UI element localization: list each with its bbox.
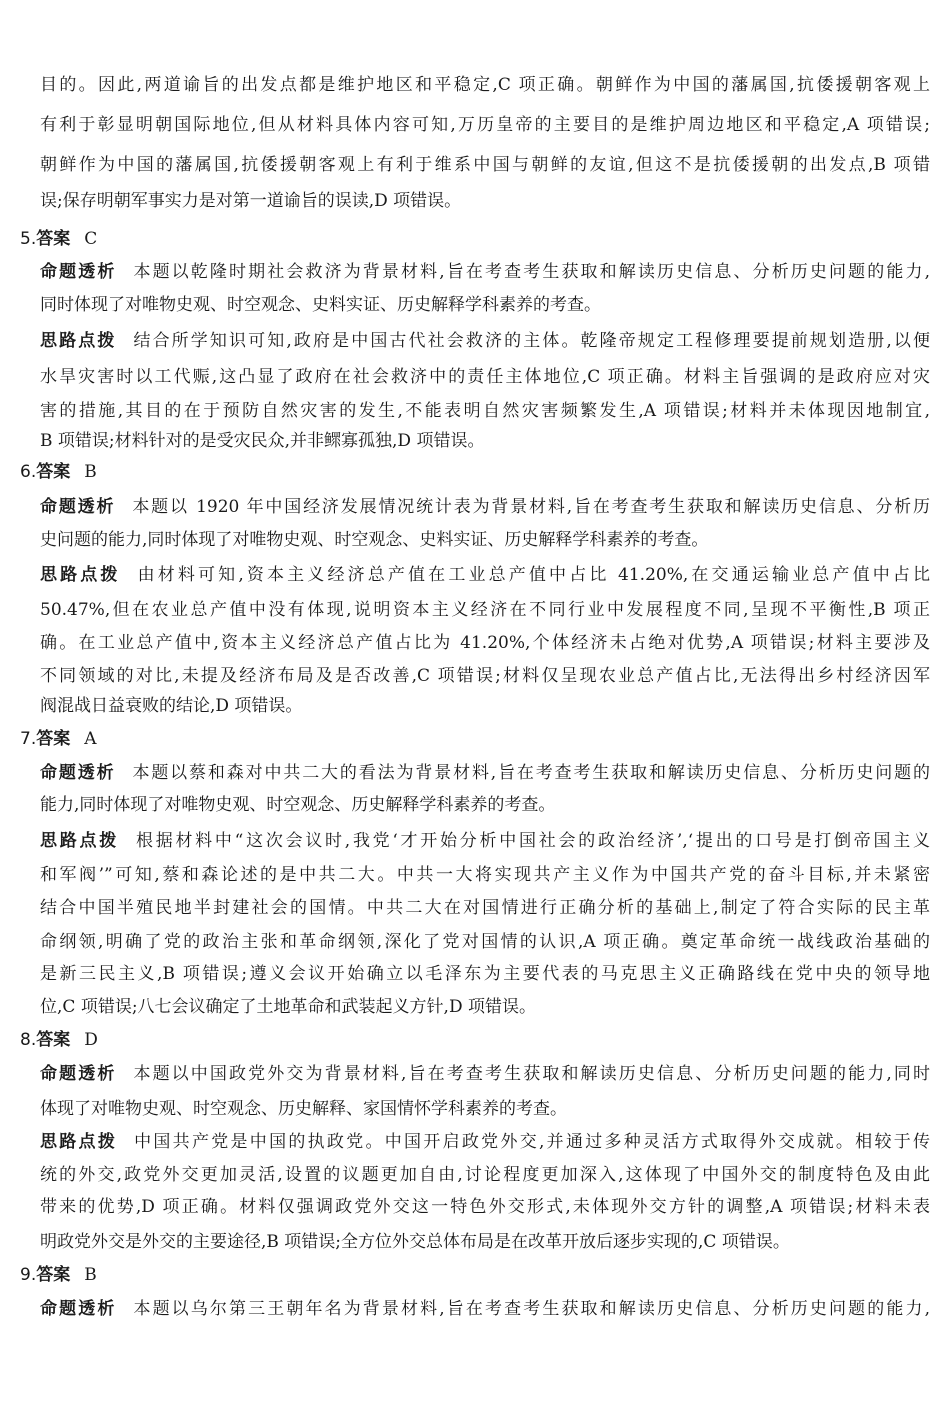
insight-line [40, 256, 930, 288]
question-5-header [20, 223, 97, 255]
question-7-header [20, 723, 97, 755]
approach-line: 阀混战日益衰败的结论,D 项错误。 [40, 696, 303, 716]
insight-label: 命题透析 [40, 763, 116, 783]
insight-line: 同时体现了对唯物史观、时空观念、史料实证、历史解释学科素养的考查。 [40, 295, 601, 315]
approach-line [40, 825, 930, 857]
approach-line: 50.47%,但在农业总产值中没有体现,说明资本主义经济在不同行业中发展程度不同,呈现不平衡性,B 项正 [40, 600, 930, 620]
answer-label: 答案 [36, 729, 71, 749]
insight-line: 体现了对唯物史观、时空观念、历史解释、家国情怀学科素养的考查。 [40, 1099, 567, 1119]
approach-line: 带来的优势,D 项正确。材料仅强调政党外交这一特色外交形式,未体现外交方针的调整,A 项错误;材料未表 [40, 1197, 930, 1217]
intro-line: 误;保存明朝军事实力是对第一道谕旨的误读,D 项错误。 [40, 191, 462, 211]
approach-text: 根据材料中“这次会议时,我党‘才开始分析中国社会的政治经济’,‘提出的口号是打倒帝国主义 [135, 831, 930, 851]
insight-line [40, 1058, 930, 1090]
insight-line: 能力,同时体现了对唯物史观、时空观念、历史解释学科素养的考查。 [40, 795, 556, 815]
insight-line [40, 757, 930, 789]
insight-line [40, 1293, 930, 1325]
insight-text: 本题以中国政党外交为背景材料,旨在考查考生获取和解读历史信息、分析历史问题的能力,同时 [133, 1064, 930, 1084]
approach-label: 思路点拨 [40, 831, 119, 851]
question-9-header [20, 1259, 97, 1291]
question-number: 6. [20, 462, 37, 482]
approach-label: 思路点拨 [40, 331, 117, 351]
question-number: 7. [20, 729, 37, 749]
insight-label: 命题透析 [40, 497, 116, 517]
approach-line: 和军阀’”可知,蔡和森论述的是中共二大。中共一大将实现共产主义作为中国共产党的奋斗目标,并未紧密 [40, 865, 930, 885]
approach-line: 明政党外交是外交的主要途径,B 项错误;全方位外交总体布局是在改革开放后逐步实现的,C 项错误。 [40, 1232, 790, 1252]
answer-letter: A [84, 729, 97, 749]
question-number: 9. [20, 1265, 37, 1285]
approach-text: 结合所学知识可知,政府是中国古代社会救济的主体。乾隆帝规定工程修理要提前规划造册,以便 [133, 331, 930, 351]
insight-line [40, 491, 930, 523]
insight-text: 本题以 1920 年中国经济发展情况统计表为背景材料,旨在考查考生获取和解读历史信息、分析历 [132, 497, 930, 517]
approach-line: 是新三民主义,B 项错误;遵义会议开始确立以毛泽东为主要代表的马克思主义正确路线在党中央的领导地 [40, 964, 930, 984]
answer-letter: B [84, 1265, 97, 1285]
approach-line [40, 1126, 930, 1158]
approach-line: 命纲领,明确了党的政治主张和革命纲领,深化了党对国情的认识,A 项正确。奠定革命统一战线政治基础的 [40, 932, 930, 952]
approach-label: 思路点拨 [40, 1132, 118, 1152]
insight-label: 命题透析 [40, 262, 117, 282]
question-6-header [20, 456, 97, 488]
question-8-header [20, 1024, 98, 1056]
insight-text: 本题以乌尔第三王朝年名为背景材料,旨在考查考生获取和解读历史信息、分析历史问题的能力, [133, 1299, 930, 1319]
approach-line: B 项错误;材料针对的是受灾民众,并非鳏寡孤独,D 项错误。 [40, 431, 485, 451]
answer-label: 答案 [36, 1265, 71, 1285]
insight-text: 本题以蔡和森对中共二大的看法为背景材料,旨在考查考生获取和解读历史信息、分析历史问题的 [132, 763, 930, 783]
intro-line: 目的。因此,两道谕旨的出发点都是维护地区和平稳定,C 项正确。朝鲜作为中国的藩属国,抗倭援朝客观上 [40, 75, 930, 95]
insight-text: 本题以乾隆时期社会救济为背景材料,旨在考查考生获取和解读历史信息、分析历史问题的能力, [133, 262, 930, 282]
intro-line: 有利于彰显明朝国际地位,但从材料具体内容可知,万历皇帝的主要目的是维护周边地区和平稳定,A 项错误; [40, 115, 930, 135]
answer-letter: C [84, 229, 98, 249]
approach-label: 思路点拨 [40, 565, 121, 585]
approach-line: 不同领域的对比,未提及经济布局及是否改善,C 项错误;材料仅呈现农业总产值占比,无法得出乡村经济因军 [40, 666, 930, 686]
approach-line [40, 559, 930, 591]
question-number: 5. [20, 229, 37, 249]
approach-text: 中国共产党是中国的执政党。中国开启政党外交,并通过多种灵活方式取得外交成就。相较于传 [134, 1132, 930, 1152]
approach-line: 害的措施,其目的在于预防自然灾害的发生,不能表明自然灾害频繁发生,A 项错误;材料并未体现因地制宜, [40, 401, 930, 421]
approach-line: 结合中国半殖民地半封建社会的国情。中共二大在对国情进行正确分析的基础上,制定了符合实际的民主革 [40, 898, 930, 918]
approach-line: 统的外交,政党外交更加灵活,设置的议题更加自由,讨论程度更加深入,这体现了中国外交的制度特色及由此 [40, 1165, 930, 1185]
answer-label: 答案 [36, 1030, 71, 1050]
question-number: 8. [20, 1030, 37, 1050]
answer-label: 答案 [36, 462, 71, 482]
approach-line: 确。在工业总产值中,资本主义经济总产值占比为 41.20%,个体经济未占绝对优势,A 项错误;材料主要涉及 [40, 633, 930, 653]
insight-label: 命题透析 [40, 1064, 117, 1084]
approach-line [40, 325, 930, 357]
insight-line: 史问题的能力,同时体现了对唯物史观、时空观念、史料实证、历史解释学科素养的考查。 [40, 530, 709, 550]
approach-line: 水旱灾害时以工代赈,这凸显了政府在社会救济中的责任主体地位,C 项正确。材料主旨强调的是政府应对灾 [40, 367, 930, 387]
approach-text: 由材料可知,资本主义经济总产值在工业总产值中占比 41.20%,在交通运输业总产值中占比 [137, 565, 930, 585]
insight-label: 命题透析 [40, 1299, 117, 1319]
answer-label: 答案 [36, 229, 71, 249]
answer-letter: D [84, 1030, 98, 1050]
approach-line: 位,C 项错误;八七会议确定了土地革命和武装起义方针,D 项错误。 [40, 997, 536, 1017]
intro-line: 朝鲜作为中国的藩属国,抗倭援朝客观上有利于维系中国与朝鲜的友谊,但这不是抗倭援朝的出发点,B 项错 [40, 155, 930, 175]
answer-letter: B [84, 462, 97, 482]
